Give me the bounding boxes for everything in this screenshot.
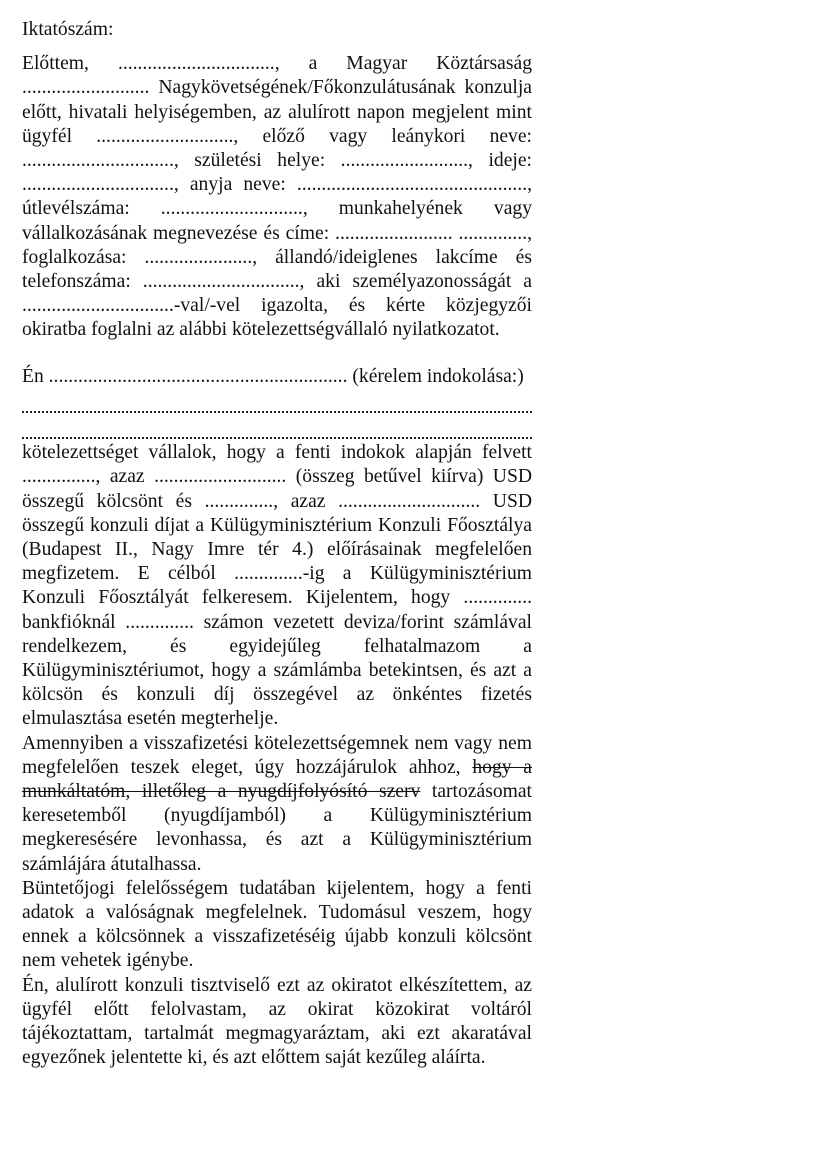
official-certification-paragraph: Én, alulírott konzuli tisztviselő ezt az okiratot elkészítettem, az ügyfél előtt felolvastam, az okirat közokirat voltáról tájékoztattam, tartalmát megmagyaráztam, aki ezt akaratával egyezőnek jelentette ki, és azt előttem saját kezűleg aláírta.: [22, 974, 532, 1069]
statement-line: Én ............................................................. (kérelem indokolása:): [22, 365, 524, 387]
repayment-paragraph: [22, 732, 532, 877]
reason-fill-line-2: [22, 415, 532, 439]
intro-paragraph: Előttem, ................................, a Magyar Köztársaság .......................... Nagykövetségének/Főkonzulátusának konzulja előtt, hivatali helyiségemben, az alulírott napon megjelent mint ügyfél ............................, előző vagy leánykori neve: ..............................., születési helye: .........................., ideje: ..............................., anyja neve: ..............................................., útlevélszáma: ............................., munkahelyének vagy vállalkozásának megnevezése és címe: ........................ .............., foglalkozása: ......................, állandó/ideiglenes lakcíme és telefonszáma: ................................, aki személyazonosságát a ...............................-val/-vel igazolta, és kérte közjegyzői okiratba foglalni az alábbi kötelezettségvállaló nyilatkozatot.: [22, 53, 532, 341]
notarial-declaration-form: [22, 18, 532, 1071]
criminal-liability-paragraph: Büntetőjogi felelősségem tudatában kijelentem, hogy a fenti adatok a valóságnak megfelelnek. Tudomásul veszem, hogy ennek a kölcsönnek a visszafizetéséig újabb konzuli kölcsönt nem vehetek igénybe.: [22, 877, 532, 972]
main-paragraph: kötelezettséget vállalok, hogy a fenti indokok alapján felvett ..............., azaz ........................... (összeg betűvel kiírva) USD összegű kölcsönt és .............., azaz ............................. USD összegű konzuli díjat a Külügyminisztérium Konzuli Főosztálya (Budapest II., Nagy Imre tér 4.) előírásainak megfelelően megfizetem. E célból ..............-ig a Külügyminisztérium Konzuli Főosztályát felkeresem. Kijelentem, hogy .............. bankfióknál .............. számon vezetett deviza/forint számlával rendelkezem, és egyidejűleg felhatalmazom a Külügyminisztériumot, hogy a számlámba betekintsen, és azt a kölcsön és konzuli díj összegével az önkéntes fizetés elmulasztása esetén megterhelje.: [22, 442, 532, 730]
repayment-paragraph-start: Amennyiben a visszafizetési kötelezettségemnek nem vagy nem megfelelően teszek eleget, úgy hozzájárulok ahhoz,: [22, 732, 532, 778]
repayment-struck-text: hogy a munkáltatóm, illetőleg a nyugdíjfolyósító szerv: [22, 756, 532, 803]
reason-fill-line-1: [22, 389, 532, 413]
reference-number-label: Iktatószám:: [22, 19, 114, 40]
repayment-paragraph-end: tartozásomat keresetemből (nyugdíjamból) a Külügyminisztérium megkeresésére levonhassa, és azt a Külügyminisztérium számlájára átutalhassa.: [22, 781, 532, 875]
spacer: [22, 343, 532, 365]
